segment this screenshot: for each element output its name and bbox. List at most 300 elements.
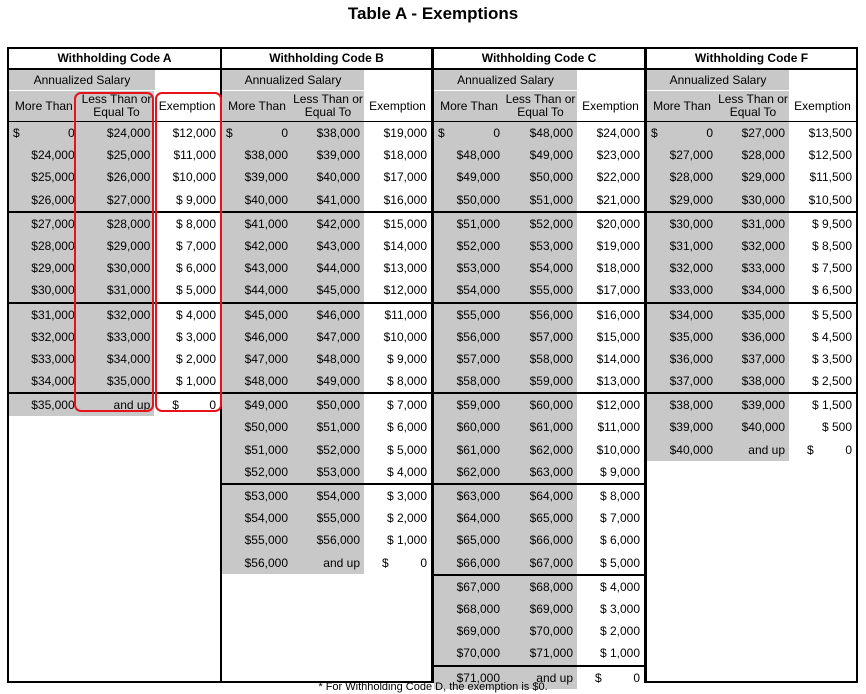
table-row (9, 122, 220, 144)
exemption-cell (789, 439, 856, 461)
less-than-header: Less Than or Equal To (79, 91, 155, 121)
more-than-header: More Than (222, 91, 292, 121)
exemption-cell: $ 1,500 (789, 394, 856, 416)
panel-code-c (432, 47, 646, 683)
more-than-cell: $38,000 (222, 144, 292, 166)
table-row (222, 279, 431, 301)
currency-sign: $ (13, 126, 20, 140)
less-than-cell: $50,000 (292, 394, 364, 416)
less-than-cell: $64,000 (504, 485, 577, 507)
amount: 0 (67, 126, 75, 140)
less-than-cell: $34,000 (79, 348, 155, 370)
more-than-cell: $34,000 (9, 370, 79, 392)
exemption-cell: $ 4,000 (154, 304, 220, 326)
less-than-cell: $33,000 (717, 257, 789, 279)
exemption-cell (364, 552, 431, 574)
less-than-cell: $52,000 (504, 213, 577, 235)
exemption-cell: $ 5,000 (364, 439, 431, 461)
less-than-cell: $44,000 (292, 257, 364, 279)
less-than-cell: $40,000 (292, 166, 364, 188)
less-than-cell: $48,000 (292, 348, 364, 370)
table-row (9, 189, 220, 211)
less-than-cell: $45,000 (292, 279, 364, 301)
less-than-cell: $32,000 (717, 235, 789, 257)
exemption-cell: $ 8,000 (577, 485, 644, 507)
amount: 0 (420, 555, 427, 570)
less-than-cell: $53,000 (292, 461, 364, 483)
exemption-cell: $ 3,000 (154, 326, 220, 348)
table-row (222, 370, 431, 392)
more-than-cell: $43,000 (222, 257, 292, 279)
panel-code-a (7, 47, 222, 683)
more-than-cell: $57,000 (434, 348, 504, 370)
exemption-cell: $17,000 (364, 166, 431, 188)
more-than-cell: $47,000 (222, 348, 292, 370)
more-than-cell: $27,000 (9, 213, 79, 235)
more-than-cell: $31,000 (647, 235, 717, 257)
amount: 0 (845, 442, 852, 457)
exemption-cell: $ 6,000 (577, 529, 644, 551)
more-than-cell: $29,000 (647, 189, 717, 211)
more-than-cell: $37,000 (647, 370, 717, 392)
less-than-cell: $51,000 (292, 416, 364, 438)
more-than-cell: $53,000 (434, 257, 504, 279)
table-row (222, 257, 431, 279)
table-row (222, 461, 431, 483)
less-than-cell: $63,000 (504, 461, 577, 483)
more-than-cell: $63,000 (434, 485, 504, 507)
exemption-cell: $ 3,000 (577, 598, 644, 620)
exemption-cell: $ 2,000 (154, 348, 220, 370)
annualized-salary-header: Annualized Salary (9, 70, 155, 91)
more-than-cell: $32,000 (9, 326, 79, 348)
more-than-cell: $48,000 (434, 144, 504, 166)
less-than-cell: and up (79, 394, 155, 416)
column-headers (9, 91, 220, 122)
panel-title: Withholding Code F (647, 49, 856, 70)
more-than-cell: $59,000 (434, 394, 504, 416)
more-than-cell: $35,000 (9, 394, 79, 416)
exemption-cell: $11,500 (789, 166, 856, 188)
less-than-cell: $66,000 (504, 529, 577, 551)
exemption-cell: $12,000 (364, 279, 431, 301)
more-than-cell: $42,000 (222, 235, 292, 257)
table-row (647, 326, 856, 348)
less-than-cell: $70,000 (504, 620, 577, 642)
less-than-cell: $57,000 (504, 326, 577, 348)
row-group (434, 122, 644, 213)
exemption-header: Exemption (369, 98, 426, 113)
more-than-header: More Than (9, 91, 79, 121)
more-than-cell: $62,000 (434, 461, 504, 483)
more-than-cell: $33,000 (9, 348, 79, 370)
annualized-salary-header: Annualized Salary (222, 70, 364, 91)
more-than-cell: $35,000 (647, 326, 717, 348)
more-than-cell: $34,000 (647, 304, 717, 326)
more-than-cell: $53,000 (222, 485, 292, 507)
row-group (222, 213, 431, 304)
table-row (434, 144, 644, 166)
panel-title: Withholding Code B (222, 49, 431, 70)
table-row (434, 279, 644, 301)
less-than-cell: $55,000 (504, 279, 577, 301)
exemption-cell: $13,000 (577, 370, 644, 392)
table-row (222, 416, 431, 438)
more-than-cell: $52,000 (434, 235, 504, 257)
more-than-cell: $45,000 (222, 304, 292, 326)
currency-sign: $ (226, 126, 233, 140)
less-than-cell: $35,000 (717, 304, 789, 326)
exemption-cell: $22,000 (577, 166, 644, 188)
row-group (647, 213, 856, 304)
annualized-salary-header: Annualized Salary (647, 70, 789, 91)
currency-sign: $ (382, 555, 389, 570)
table-row (9, 213, 220, 235)
more-than-cell: $41,000 (222, 213, 292, 235)
exemption-cell: $ 8,000 (154, 213, 220, 235)
exemption-cell: $11,000 (577, 416, 644, 438)
more-than-cell: $30,000 (9, 279, 79, 301)
table-row (434, 416, 644, 438)
exemption-cell: $ 7,000 (364, 394, 431, 416)
exemption-cell: $ 5,000 (154, 279, 220, 301)
table-row (9, 304, 220, 326)
more-than-cell (434, 122, 504, 144)
less-than-cell: $59,000 (504, 370, 577, 392)
table-row (9, 235, 220, 257)
row-group (222, 485, 431, 574)
less-than-cell: $61,000 (504, 416, 577, 438)
amount: 0 (209, 398, 216, 413)
exemption-cell: $10,500 (789, 189, 856, 211)
more-than-cell: $48,000 (222, 370, 292, 392)
less-than-cell: $26,000 (79, 166, 155, 188)
exemption-cell: $20,000 (577, 213, 644, 235)
more-than-cell: $55,000 (222, 529, 292, 551)
table-row (434, 235, 644, 257)
less-than-cell: $48,000 (504, 122, 577, 144)
more-than-cell: $27,000 (647, 144, 717, 166)
table-row (9, 394, 220, 416)
exemption-cell: $13,000 (364, 257, 431, 279)
more-than-cell: $51,000 (434, 213, 504, 235)
amount: 0 (633, 670, 640, 685)
less-than-cell: $67,000 (504, 552, 577, 574)
more-than-cell: $33,000 (647, 279, 717, 301)
more-than-cell: $52,000 (222, 461, 292, 483)
exemption-cell: $ 2,000 (577, 620, 644, 642)
exemption-cell: $11,000 (154, 144, 220, 166)
less-than-cell: $31,000 (717, 213, 789, 235)
table-row (222, 348, 431, 370)
table-row (222, 485, 431, 507)
exemption-cell: $17,000 (577, 279, 644, 301)
less-than-cell: $28,000 (717, 144, 789, 166)
table-row (434, 439, 644, 461)
annualized-salary-header: Annualized Salary (434, 70, 577, 91)
table-row (434, 507, 644, 529)
more-than-cell: $50,000 (222, 416, 292, 438)
less-than-cell: $30,000 (717, 189, 789, 211)
exemption-cell: $ 8,000 (364, 370, 431, 392)
table-row (222, 439, 431, 461)
table-row (647, 348, 856, 370)
less-than-cell: $42,000 (292, 213, 364, 235)
less-than-cell: $51,000 (504, 189, 577, 211)
less-than-cell: $39,000 (717, 394, 789, 416)
more-than-cell: $29,000 (9, 257, 79, 279)
less-than-cell: $38,000 (717, 370, 789, 392)
table-row (647, 416, 856, 438)
row-group (434, 304, 644, 395)
exemption-cell: $ 3,000 (364, 485, 431, 507)
exemption-cell: $12,500 (789, 144, 856, 166)
table-row (9, 144, 220, 166)
more-than-cell: $64,000 (434, 507, 504, 529)
more-than-cell: $40,000 (647, 439, 717, 461)
amount: 0 (281, 126, 288, 140)
more-than-cell: $24,000 (9, 144, 79, 166)
exemption-cell: $ 500 (789, 416, 856, 438)
panel-title: Withholding Code C (434, 49, 644, 70)
exemption-cell: $19,000 (364, 122, 431, 144)
table-row (434, 576, 644, 598)
row-group (9, 213, 220, 304)
exemption-cell: $ 2,000 (364, 507, 431, 529)
table-row (434, 304, 644, 326)
less-than-cell: $41,000 (292, 189, 364, 211)
table-row (647, 279, 856, 301)
less-than-cell: $43,000 (292, 235, 364, 257)
exemption-cell: $ 1,000 (364, 529, 431, 551)
less-than-cell: $24,000 (79, 122, 155, 144)
table-row (222, 529, 431, 551)
table-row (647, 122, 856, 144)
exemption-cell: $ 3,500 (789, 348, 856, 370)
less-than-cell: $49,000 (504, 144, 577, 166)
exemption-cell: $10,000 (154, 166, 220, 188)
more-than-cell: $30,000 (647, 213, 717, 235)
exemption-header: Exemption (158, 98, 216, 113)
table-row (222, 507, 431, 529)
less-than-header: Less Than or Equal To (505, 92, 576, 119)
exemption-cell: $12,000 (577, 394, 644, 416)
less-than-cell: $47,000 (292, 326, 364, 348)
more-than-cell: $61,000 (434, 439, 504, 461)
exemption-cell: $14,000 (577, 348, 644, 370)
more-than-cell: $25,000 (9, 166, 79, 188)
less-than-cell: $55,000 (292, 507, 364, 529)
exemption-cell: $ 9,000 (154, 189, 220, 211)
table-row (434, 394, 644, 416)
less-than-cell: $38,000 (292, 122, 364, 144)
panel-code-f (645, 47, 858, 683)
table-row (647, 394, 856, 416)
less-than-cell: $39,000 (292, 144, 364, 166)
more-than-cell: $55,000 (434, 304, 504, 326)
more-than-cell: $49,000 (222, 394, 292, 416)
column-headers (647, 91, 856, 122)
more-than-cell: $69,000 (434, 620, 504, 642)
row-group (434, 394, 644, 485)
row-group (647, 394, 856, 461)
less-than-cell: $27,000 (717, 122, 789, 144)
table-row (647, 370, 856, 392)
exemption-cell: $ 6,000 (364, 416, 431, 438)
less-than-cell: and up (292, 552, 364, 574)
more-than-cell: $60,000 (434, 416, 504, 438)
more-than-cell: $49,000 (434, 166, 504, 188)
table-row (222, 304, 431, 326)
less-than-cell: $71,000 (504, 642, 577, 664)
more-than-cell: $66,000 (434, 552, 504, 574)
row-group (647, 304, 856, 395)
table-row (434, 598, 644, 620)
table-row (9, 257, 220, 279)
currency-sign: $ (807, 442, 814, 457)
less-than-cell: $54,000 (292, 485, 364, 507)
more-than-header: More Than (434, 91, 504, 121)
footnote: * For Withholding Code D, the exemption is $0. (318, 681, 548, 693)
exemption-cell: $ 7,000 (577, 507, 644, 529)
exemption-cell: $18,000 (577, 257, 644, 279)
table-row (647, 439, 856, 461)
table-row (434, 213, 644, 235)
exemption-cell: $10,000 (364, 326, 431, 348)
exemption-cell: $ 5,500 (789, 304, 856, 326)
table-row (222, 552, 431, 574)
table-row (222, 394, 431, 416)
less-than-cell: $46,000 (292, 304, 364, 326)
more-than-cell: $31,000 (9, 304, 79, 326)
less-than-cell: $30,000 (79, 257, 155, 279)
currency-sign: $ (438, 126, 445, 140)
more-than-cell: $39,000 (222, 166, 292, 188)
table-row (222, 144, 431, 166)
less-than-header: Less Than or Equal To (293, 92, 363, 119)
less-than-cell: $68,000 (504, 576, 577, 598)
more-than-cell: $32,000 (647, 257, 717, 279)
row-group (222, 304, 431, 395)
exemption-cell: $ 8,500 (789, 235, 856, 257)
table-row (9, 326, 220, 348)
exemption-cell: $10,000 (577, 439, 644, 461)
currency-sign: $ (595, 670, 602, 685)
table-row (647, 189, 856, 211)
more-than-cell: $70,000 (434, 642, 504, 664)
more-than-cell: $54,000 (222, 507, 292, 529)
more-than-cell: $67,000 (434, 576, 504, 598)
exemption-cell: $ 7,000 (154, 235, 220, 257)
less-than-cell: $49,000 (292, 370, 364, 392)
less-than-cell: $65,000 (504, 507, 577, 529)
table-row (647, 213, 856, 235)
row-group (222, 122, 431, 213)
more-than-cell: $39,000 (647, 416, 717, 438)
more-than-cell: $56,000 (222, 552, 292, 574)
more-than-cell: $58,000 (434, 370, 504, 392)
more-than-cell: $26,000 (9, 189, 79, 211)
exemption-cell: $ 4,500 (789, 326, 856, 348)
table-row (434, 257, 644, 279)
exemption-cell: $ 6,500 (789, 279, 856, 301)
currency-sign: $ (172, 398, 179, 413)
more-than-cell (9, 122, 79, 144)
exemption-header: Exemption (582, 98, 639, 113)
table-row (222, 326, 431, 348)
more-than-cell: $44,000 (222, 279, 292, 301)
table-row (434, 485, 644, 507)
less-than-cell: $58,000 (504, 348, 577, 370)
table-row (9, 370, 220, 392)
table-row (222, 122, 431, 144)
row-group (434, 485, 644, 576)
less-than-cell: and up (717, 439, 789, 461)
table-row (434, 122, 644, 144)
exemption-cell: $ 1,000 (577, 642, 644, 664)
exemption-cell: $23,000 (577, 144, 644, 166)
table-row (434, 620, 644, 642)
more-than-cell: $51,000 (222, 439, 292, 461)
table-row (222, 166, 431, 188)
table-row (434, 166, 644, 188)
table-row (9, 348, 220, 370)
less-than-cell: $34,000 (717, 279, 789, 301)
exemption-cell: $ 7,500 (789, 257, 856, 279)
amount: 0 (706, 126, 713, 140)
more-than-cell: $50,000 (434, 189, 504, 211)
exemption-cell: $13,500 (789, 122, 856, 144)
less-than-cell: $36,000 (717, 326, 789, 348)
more-than-cell: $68,000 (434, 598, 504, 620)
less-than-cell: $50,000 (504, 166, 577, 188)
row-group (434, 576, 644, 667)
more-than-cell: $54,000 (434, 279, 504, 301)
row-group (9, 122, 220, 213)
table-row (647, 304, 856, 326)
page-title: Table A - Exemptions (347, 4, 519, 23)
less-than-cell: $33,000 (79, 326, 155, 348)
panel-code-b (220, 47, 433, 683)
table-row (9, 166, 220, 188)
table-row (222, 213, 431, 235)
exemption-cell: $ 2,500 (789, 370, 856, 392)
table-row (434, 370, 644, 392)
less-than-cell: $37,000 (717, 348, 789, 370)
more-than-cell: $46,000 (222, 326, 292, 348)
less-than-cell: $54,000 (504, 257, 577, 279)
exemption-cell: $12,000 (154, 122, 220, 144)
less-than-cell: $62,000 (504, 439, 577, 461)
table-row (434, 326, 644, 348)
exemption-cell: $ 9,000 (364, 348, 431, 370)
more-than-cell: $38,000 (647, 394, 717, 416)
exemption-cell: $19,000 (577, 235, 644, 257)
table-row (647, 235, 856, 257)
more-than-cell: $65,000 (434, 529, 504, 551)
table-row (222, 235, 431, 257)
less-than-header: Less Than or Equal To (718, 92, 788, 119)
more-than-cell (647, 122, 717, 144)
exemption-cell: $ 5,000 (577, 552, 644, 574)
more-than-cell: $56,000 (434, 326, 504, 348)
currency-sign: $ (651, 126, 658, 140)
panel-title: Withholding Code A (9, 49, 220, 70)
exemption-cell (154, 394, 220, 416)
less-than-cell: $29,000 (79, 235, 155, 257)
less-than-cell: $35,000 (79, 370, 155, 392)
more-than-cell: $36,000 (647, 348, 717, 370)
